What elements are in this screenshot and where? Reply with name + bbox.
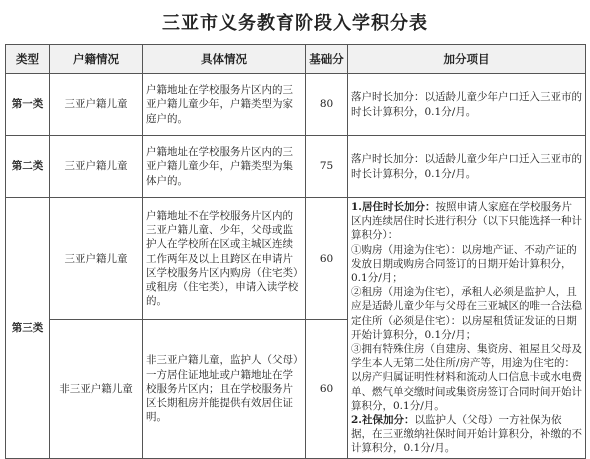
bonus-cell: 落户时长加分：以适龄儿童少年户口迁入三亚市的时长计算积分，0.1分/月。: [348, 74, 586, 136]
page-title: 三亚市义务教育阶段入学积分表: [162, 13, 428, 34]
household-cell: 非三亚户籍儿童: [50, 320, 143, 458]
bonus-cell: 落户时长加分：以适龄儿童少年户口迁入三亚市的时长计算积分，0.1分/月。: [348, 136, 586, 198]
social-security-bonus-heading: 2.社保加分：: [351, 414, 415, 427]
base-score-cell: 60: [306, 320, 348, 458]
table-row: [6, 198, 586, 320]
bonus-item: ①购房（用途为住宅）：以房地产证、不动产证的发放日期或购房合同签订的日期开始计算积分，0.1分/月；: [351, 243, 577, 285]
detail-cell: 户籍地址在学校服务片区内的三亚户籍儿童少年，户籍类型为家庭户的。: [143, 74, 306, 136]
bonus-item: ③拥有特殊住房（自建房、集资房、祖屋且父母及学生本人无第二处住所/房产等，用途为住宅的：以房产归属证明性材料和流动人口信息卡或水电费单、燃气单交缴时间或集资房签订合同时间开始计算积分，0.1分/月。: [351, 343, 582, 412]
bonus-item: ②租房（用途为住宅），承租人必须是监护人，且应是适龄儿童少年与父母在三亚城区的唯一合法稳定住所（必须是住宅）：以房屋租赁证发证的日期开始计算积分，0.1分/月；: [351, 286, 582, 341]
header-row: [6, 45, 586, 74]
residence-bonus-heading: 1.居住时长加分：: [351, 201, 436, 213]
header-detail: 具体情况: [143, 45, 306, 74]
residence-bonus-text: 按照申请人家庭在学校服务片区内连续居住时长进行积分（以下只能选择一种计算积分）：: [351, 201, 582, 242]
header-household: 户籍情况: [50, 45, 143, 74]
social-security-bonus-text: 以监护人（父母）一方社保为依据，在三亚缴纳社保时间开始计算积分，补缴的不计算积分，0.1分/月。: [351, 414, 582, 455]
social-security-bonus-section: [351, 413, 582, 456]
type-cell: 第一类: [6, 74, 50, 136]
household-cell: 三亚户籍儿童: [50, 74, 143, 136]
header-type: 类型: [6, 45, 50, 74]
base-score-cell: 80: [306, 74, 348, 136]
household-cell: 三亚户籍儿童: [50, 198, 143, 320]
type-cell: 第二类: [6, 136, 50, 198]
detail-cell: 户籍地址在学校服务片区内的三亚户籍儿童少年，户籍类型为集体户的。: [143, 136, 306, 198]
points-table: [5, 44, 586, 459]
residence-bonus-section: [351, 200, 582, 243]
bonus-cell-type3: [348, 198, 586, 459]
table-row: [6, 136, 586, 198]
base-score-cell: 75: [306, 136, 348, 198]
detail-cell: 非三亚户籍儿童，监护人（父母）一方居住证地址或户籍地址在学校服务片区内；且在学校服务片区长期租房并能提供有效居住证明。: [143, 320, 306, 458]
household-cell: 三亚户籍儿童: [50, 136, 143, 198]
header-bonus: 加分项目: [348, 45, 586, 74]
type-cell: 第三类: [6, 198, 50, 459]
base-score-cell: 60: [306, 198, 348, 320]
header-base-score: 基础分: [306, 45, 348, 74]
table-row: [6, 74, 586, 136]
detail-cell: 户籍地址不在学校服务片区内的三亚户籍儿童、少年，父母或监护人在学校所在区或主城区连续工作两年及以上且跨区在申请片区学校服务片区内购房（住宅类）或租房（住宅类），申请入读学校的。: [143, 198, 306, 320]
